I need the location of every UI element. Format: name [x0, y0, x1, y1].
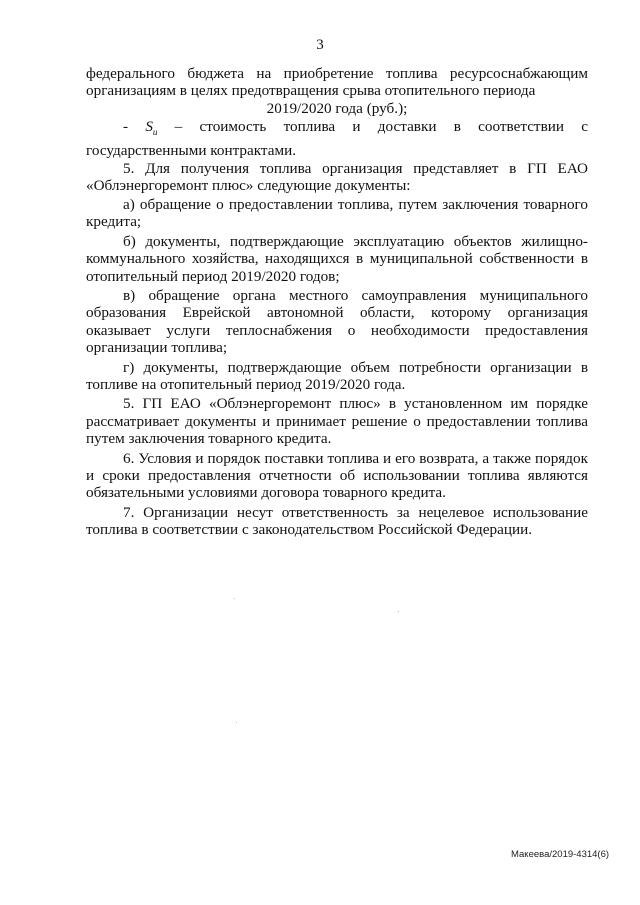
document-body [86, 65, 588, 539]
page-number: 3 [316, 37, 324, 53]
paragraph-fuel-cost-definition [86, 118, 588, 159]
paragraph-a: а) обращение о предоставлении топлива, путем заключения товарного кредита; [86, 195, 588, 231]
formula-variable-letter: S [145, 118, 153, 136]
scan-speck [234, 598, 235, 599]
paragraph-v: в) обращение органа местного самоуправления муниципального образования Еврейской автономной области, которому организация оказывает услуги теплоснабжения о необходимости предоставления организации топлива; [86, 286, 588, 357]
formula-variable-subscript: u [152, 127, 158, 138]
paragraph-b: б) документы, подтверждающие эксплуатацию объектов жилищно-коммунального хозяйства, находящихся в муниципальной собственности в отопительный период 2019/2020 годов; [86, 232, 588, 285]
paragraph-continuation [86, 65, 588, 100]
scan-speck [398, 611, 399, 612]
scan-speck [236, 722, 237, 723]
list-dash: - [123, 118, 146, 136]
paragraph-continuation-tail: 2019/2020 года (руб.); [266, 99, 408, 117]
paragraph-7: 7. Организации несут ответственность за нецелевое использование топлива в соответствии с законодательством Российской Федерации. [86, 503, 588, 539]
fuel-cost-definition-text: – стоимость топлива и доставки в соответствии с государственными контрактами. [86, 118, 588, 159]
paragraph-5-documents: 5. Для получения топлива организация представляет в ГП ЕАО «Облэнергоремонт плюс» следующие документы: [86, 160, 588, 195]
document-registration-code: Макеева/2019-4314(6) [511, 849, 610, 860]
paragraph-g: г) документы, подтверждающие объем потребности организации в топливе на отопительный период 2019/2020 года. [86, 358, 588, 393]
paragraph-6: 6. Условия и порядок поставки топлива и его возврата, а также порядок и сроки предоставления отчетности об использовании топлива являются обязательными условиями договора товарного кредита. [86, 449, 588, 502]
paragraph-5-review: 5. ГП ЕАО «Облэнергоремонт плюс» в установленном им порядке рассматривает документы и принимает решение о предоставлении топлива путем заключения товарного кредита. [86, 395, 588, 448]
paragraph-continuation-text: федерального бюджета на приобретение топлива ресурсоснабжающим организациям в целях предотвращения срыва отопительного периода [86, 65, 588, 100]
formula-variable-su [145, 118, 158, 138]
